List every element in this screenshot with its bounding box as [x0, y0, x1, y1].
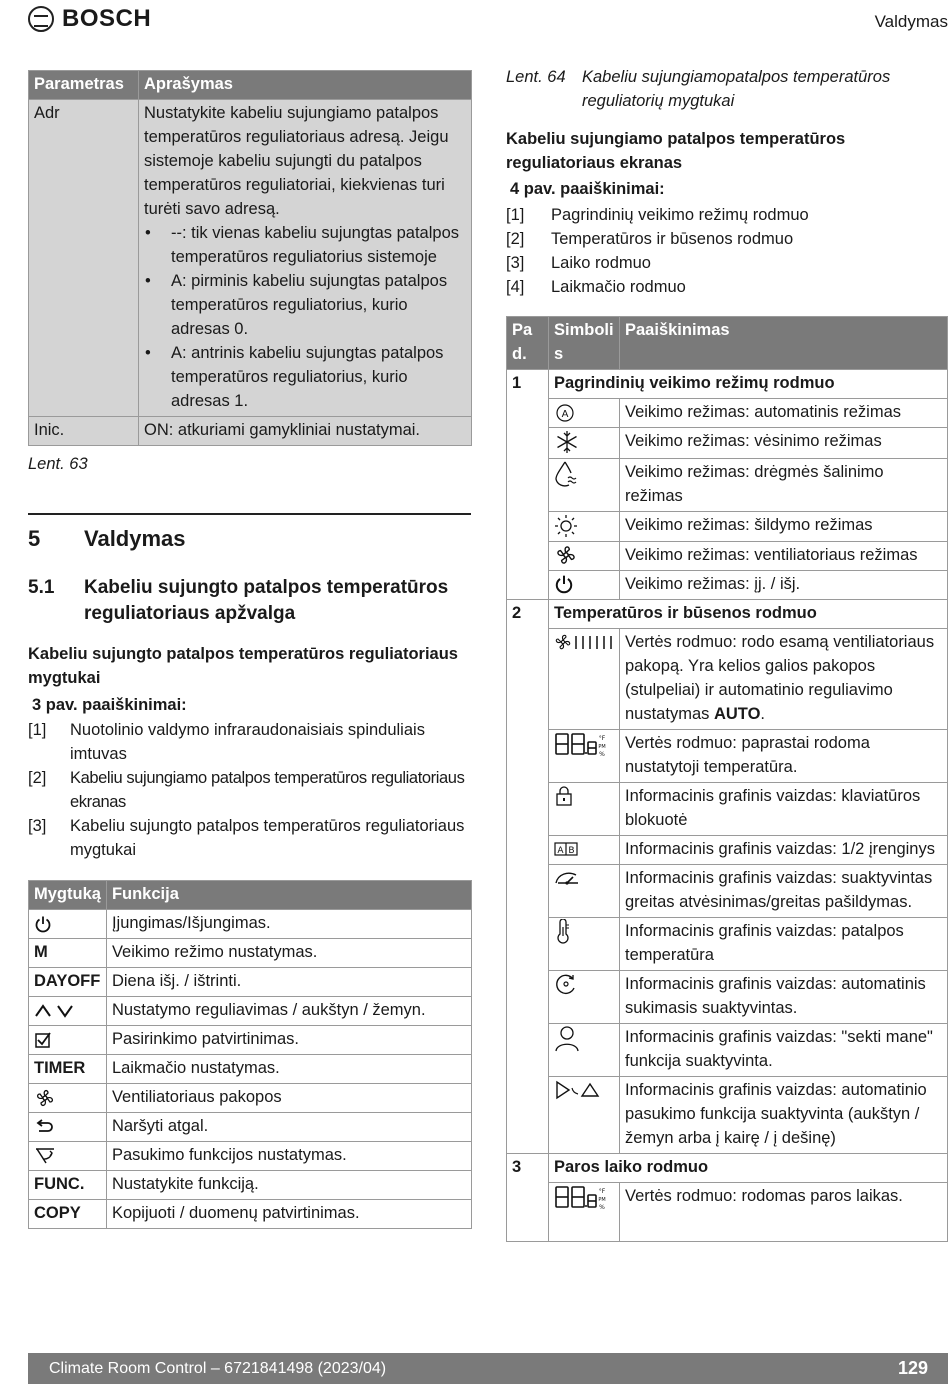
legend-item [506, 203, 946, 227]
fan-icon [34, 1088, 56, 1108]
turbo-icon [554, 869, 580, 887]
list-item: • A: antrinis kabeliu sujungtas patalpos temperatūros reguliatorius, kurio adresas 1. [171, 341, 466, 413]
legend-item [506, 275, 946, 299]
legend-text: Nuotolinio valdymo infraraudonaisiais spinduliais imtuvas [70, 721, 425, 763]
table-row [507, 570, 948, 599]
table-row [507, 1182, 948, 1241]
symbol-description: Informacinis grafinis vaizdas: "sekti mane" funkcija suaktyvinta. [620, 1023, 948, 1076]
parameter-table [28, 70, 472, 446]
pad-cell [507, 917, 549, 970]
pad-cell [507, 1076, 549, 1153]
fan-icon [554, 544, 578, 566]
droplet-icon [554, 460, 580, 488]
person-icon [554, 1025, 580, 1053]
table-row [29, 1026, 472, 1055]
button-key: DAYOFF [29, 968, 107, 997]
pad-cell [507, 428, 549, 459]
table-row [29, 1200, 472, 1229]
symbol-description: Informacinis grafinis vaizdas: 1/2 įrenginys [620, 835, 948, 864]
footer-document-id: Climate Room Control – 6721841498 (2023/04) [49, 1360, 387, 1377]
pad-cell [507, 570, 549, 599]
table-row [507, 428, 948, 459]
digits-display-icon [554, 1184, 608, 1212]
caption-text: Kabeliu sujungiamopatalpos temperatūros reguliatorių mygtukai [582, 68, 891, 110]
pad-cell [507, 1023, 549, 1076]
symbol-cell [549, 1182, 620, 1241]
header-section-title: Valdymas [874, 12, 948, 31]
pad-cell [507, 835, 549, 864]
bosch-armature-icon [28, 6, 54, 32]
legend-item [28, 766, 472, 814]
ab-icon [554, 841, 578, 857]
table-row [29, 1142, 472, 1171]
pad-cell [507, 970, 549, 1023]
symbol-description: Veikimo režimas: įj. / išj. [620, 570, 948, 599]
legend-text: Laikmačio rodmuo [551, 278, 686, 296]
figure-legend [28, 718, 472, 862]
column-header: Funkcija [106, 881, 471, 910]
pad-cell [507, 399, 549, 428]
display-symbol-table [506, 316, 948, 1242]
svg-text:°F: °F [598, 1187, 606, 1195]
button-function: Diena išj. / ištrinti. [106, 968, 471, 997]
brand-logo [28, 6, 151, 32]
legend-text: Temperatūros ir būsenos rodmuo [551, 230, 794, 248]
svg-text:%: % [599, 1203, 605, 1211]
fan-level-icon [554, 632, 614, 652]
legend-item [506, 251, 946, 275]
power-icon [34, 915, 52, 933]
symbol-description: Informacinis grafinis vaizdas: automatinis sukimasis suaktyvintas. [620, 970, 948, 1023]
legend-number: [3] [506, 254, 525, 272]
group-title: Paros laiko rodmuo [549, 1153, 948, 1182]
symbol-cell [549, 782, 620, 835]
svg-text:%: % [599, 750, 605, 758]
group-row [507, 1153, 948, 1182]
legend-text: Kabeliu sujungiamo patalpos temperatūros reguliatoriaus ekranas [70, 769, 465, 811]
symbol-description: Veikimo režimas: ventiliatoriaus režimas [620, 541, 948, 570]
symbol-description: Veikimo režimas: automatinis režimas [620, 399, 948, 428]
figure-legend-title: 3 pav. paaiškinimai: [32, 696, 187, 714]
symbol-cell [549, 428, 620, 459]
svg-text:A: A [557, 846, 564, 857]
legend-text: Kabeliu sujungto patalpos temperatūros reguliatoriaus mygtukai [70, 817, 465, 859]
param-name: Adr [29, 100, 139, 417]
check-box-icon [34, 1031, 52, 1049]
bullet-list [144, 221, 466, 413]
table-row [29, 997, 472, 1026]
svg-text:A: A [561, 408, 569, 420]
legend-number: [2] [506, 230, 525, 248]
auto-mode-icon [554, 403, 576, 423]
symbol-cell [549, 970, 620, 1023]
button-function-table [28, 880, 472, 1229]
legend-text: Pagrindinių veikimo režimų rodmuo [551, 206, 809, 224]
button-key: TIMER [29, 1055, 107, 1084]
table-row [29, 1055, 472, 1084]
table-row [507, 541, 948, 570]
group-number: 2 [507, 599, 549, 628]
pad-cell [507, 864, 549, 917]
group-row [507, 599, 948, 628]
symbol-description: Vertės rodmuo: paprastai rodoma nustatytoji temperatūra. [620, 729, 948, 782]
button-key [29, 1026, 107, 1055]
param-description [139, 100, 472, 417]
table-row [29, 1171, 472, 1200]
lock-icon [554, 785, 574, 807]
symbol-cell [549, 541, 620, 570]
rotation-icon [554, 972, 578, 996]
param-description: ON: atkuriami gamykliniai nustatymai. [139, 417, 472, 446]
symbol-description: Veikimo režimas: vėsinimo režimas [620, 428, 948, 459]
legend-number: [3] [28, 817, 47, 835]
column-header: Simbolis [549, 317, 620, 370]
snowflake-icon [554, 429, 580, 455]
pad-cell [507, 459, 549, 512]
svg-text:B: B [568, 846, 575, 857]
page-footer [28, 1353, 948, 1384]
table-row [29, 1113, 472, 1142]
symbol-cell [549, 864, 620, 917]
symbol-cell [549, 835, 620, 864]
group-number: 3 [507, 1153, 549, 1182]
symbol-cell [549, 459, 620, 512]
legend-text: Laiko rodmuo [551, 254, 651, 272]
button-key: COPY [29, 1200, 107, 1229]
column-header: Mygtuką [29, 881, 107, 910]
button-function: Veikimo režimo nustatymas. [106, 939, 471, 968]
section-heading [28, 527, 186, 551]
group-title: Temperatūros ir būsenos rodmuo [549, 599, 948, 628]
table-row [507, 782, 948, 835]
button-function: Įjungimas/Išjungimas. [106, 910, 471, 939]
group-row [507, 370, 948, 399]
button-function: Pasukimo funkcijos nustatymas. [106, 1142, 471, 1171]
table-row [29, 100, 472, 417]
button-function: Naršyti atgal. [106, 1113, 471, 1142]
brand-name: BOSCH [62, 5, 152, 32]
thermometer-icon [554, 919, 572, 945]
svg-text:PM: PM [598, 743, 606, 750]
button-function: Kopijuoti / duomenų patvirtinimas. [106, 1200, 471, 1229]
list-item: • --: tik vienas kabeliu sujungtas patalpos temperatūros reguliatorius sistemoje [171, 221, 466, 269]
symbol-cell [549, 1023, 620, 1076]
table-row [507, 917, 948, 970]
swing-directions-icon [554, 1078, 600, 1102]
symbol-cell [549, 512, 620, 542]
symbol-description: Informacinis grafinis vaizdas: klaviatūros blokuotė [620, 782, 948, 835]
section-title: Valdymas [84, 526, 186, 551]
back-arrow-icon [34, 1119, 54, 1135]
button-function: Nustatykite funkciją. [106, 1171, 471, 1200]
table-row [507, 835, 948, 864]
description-text: Vertės rodmuo: rodo esamą ventiliatoriaus pakopą. Yra kelios galios pakopos (stulpeliai) ir automatinio reguliavimo nustatymas [625, 632, 935, 723]
svg-text:PM: PM [598, 1196, 606, 1203]
table-row [29, 417, 472, 446]
table-row [29, 1084, 472, 1113]
digits-display-icon [554, 731, 608, 759]
button-function: Nustatymo reguliavimas / aukštyn / žemyn. [106, 997, 471, 1026]
description-bold: AUTO [713, 704, 761, 723]
section-divider [28, 513, 471, 515]
button-key [29, 910, 107, 939]
button-key [29, 1113, 107, 1142]
button-key: FUNC. [29, 1171, 107, 1200]
figure-legend-title: 4 pav. paaiškinimai: [510, 180, 665, 198]
caption-number: Lent. 64 [506, 68, 566, 86]
legend-number: [1] [506, 206, 525, 224]
button-function: Pasirinkimo patvirtinimas. [106, 1026, 471, 1055]
table-row [507, 729, 948, 782]
pad-cell [507, 541, 549, 570]
table-row [29, 968, 472, 997]
section-number: 5 [28, 526, 41, 551]
sun-icon [554, 514, 578, 538]
table-row [507, 864, 948, 917]
symbol-description: Informacinis grafinis vaizdas: patalpos temperatūra [620, 917, 948, 970]
display-heading: Kabeliu sujungiamo patalpos temperatūros reguliatoriaus ekranas [506, 130, 846, 172]
figure-legend [506, 203, 946, 299]
symbol-cell [549, 399, 620, 428]
symbol-cell [549, 628, 620, 729]
svg-text:°F: °F [598, 734, 606, 742]
power-icon [554, 574, 574, 594]
table-row [507, 512, 948, 542]
pad-cell [507, 1182, 549, 1241]
symbol-description: Veikimo režimas: drėgmės šalinimo režimas [620, 459, 948, 512]
pad-cell [507, 628, 549, 729]
column-header: Pad. [507, 317, 549, 370]
symbol-description: Informacinis grafinis vaizdas: automatinio pasukimo funkcija suaktyvinta (aukštyn / žemyn arba į kairę / į dešinę) [620, 1076, 948, 1153]
symbol-cell [549, 917, 620, 970]
legend-item [28, 718, 472, 766]
symbol-description: Vertės rodmuo: rodomas paros laikas. [620, 1182, 948, 1241]
legend-number: [1] [28, 721, 47, 739]
table-row [507, 459, 948, 512]
column-header: Paaiškinimas [620, 317, 948, 370]
group-number: 1 [507, 370, 549, 399]
table-row [29, 939, 472, 968]
swing-icon [34, 1146, 56, 1166]
subsection-title: Kabeliu sujungto patalpos temperatūros reguliatoriaus apžvalga [84, 577, 449, 624]
legend-item [506, 227, 946, 251]
legend-number: [2] [28, 769, 47, 787]
param-name: Inic. [29, 417, 139, 446]
symbol-cell [549, 729, 620, 782]
pad-cell [507, 729, 549, 782]
description-text: . [760, 704, 766, 723]
table-row [507, 1076, 948, 1153]
page-number: 129 [897, 1358, 928, 1378]
column-header: Aprašymas [139, 71, 472, 100]
subsection-number: 5.1 [28, 577, 55, 598]
list-item: • A: pirminis kabeliu sujungtas patalpos temperatūros reguliatorius, kurio adresas 0. [171, 269, 466, 341]
symbol-description [620, 628, 948, 729]
legend-item [28, 814, 472, 862]
button-function: Laikmačio nustatymas. [106, 1055, 471, 1084]
legend-number: [4] [506, 278, 525, 296]
param-description-text: Nustatykite kabeliu sujungiamo patalpos temperatūros reguliatoriaus adresą. Jeigu sistemoje kabeliu sujungti du patalpos temperatūros reguliatoriai, kiekvienas turi turėti savo adresą. [144, 104, 449, 218]
table-row [29, 910, 472, 939]
symbol-description: Veikimo režimas: šildymo režimas [620, 512, 948, 542]
symbol-cell [549, 570, 620, 599]
symbol-description: Informacinis grafinis vaizdas: suaktyvintas greitas atvėsinimas/greitas pašildymas. [620, 864, 948, 917]
table-row [507, 1023, 948, 1076]
button-key [29, 997, 107, 1026]
subsection-heading [28, 575, 468, 627]
table-row [507, 628, 948, 729]
table-caption [506, 65, 946, 113]
up-down-icon [34, 1003, 74, 1019]
button-function: Ventiliatoriaus pakopos [106, 1084, 471, 1113]
column-header: Parametras [29, 71, 139, 100]
button-key [29, 1084, 107, 1113]
table-row [507, 399, 948, 428]
symbol-cell [549, 1076, 620, 1153]
table-caption: Lent. 63 [28, 455, 88, 473]
buttons-heading: Kabeliu sujungto patalpos temperatūros reguliatoriaus mygtukai [28, 645, 458, 687]
pad-cell [507, 512, 549, 542]
group-title: Pagrindinių veikimo režimų rodmuo [549, 370, 948, 399]
table-row [507, 970, 948, 1023]
button-key: M [29, 939, 107, 968]
pad-cell [507, 782, 549, 835]
button-key [29, 1142, 107, 1171]
